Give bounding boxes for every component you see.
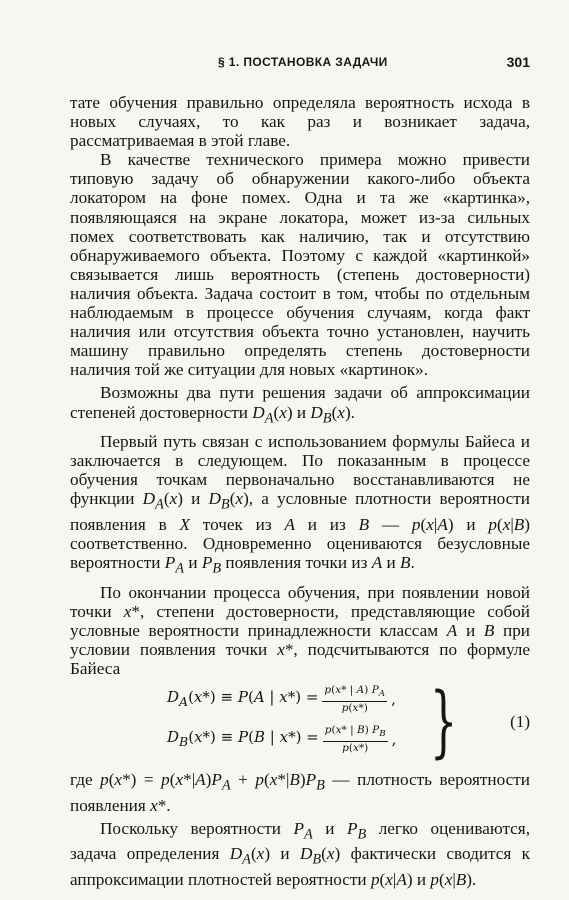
- formula-a-denominator: p(x*): [341, 702, 368, 715]
- formula-a-numerator: p(x* | A) $P_A$: [324, 684, 386, 700]
- running-title: § 1. ПОСТАНОВКА ЗАДАЧИ: [218, 55, 388, 69]
- equation-number: (1): [510, 712, 530, 732]
- paragraph-3: Возможны два пути решения задачи об аппроксимации степеней достоверности $D_A(x)$ и $D_B(x)$.: [70, 383, 530, 426]
- paragraph-1: тате обучения правильно определяла вероятность исхода в новых случаях, то как раз и возникает задача, рассматриваемая в этой главе.: [70, 93, 530, 151]
- formula-a-lhs: $D_A(x*) \equiv P(A$ | x*) =: [167, 688, 319, 710]
- paragraph-2: В качестве технического примера можно привести типовую задачу об обнаружении какого-либо объекта локатором на фоне помех. Одна и та же «картинка», появляющаяся на экране локатора, может из-за сильных помех соответствовать как наличию, так и отсутствию обнаруживаемого объекта. Поэтому с каждой «картинкой» связывается лишь вероятность (степень достоверности) наличия объекта. Задача состоит в том, чтобы по отдельным наблюдаемым в процессе обучения случаям, когда факт наличия или отсутствия объекта точно установлен, научить машину правильно определять степень достоверности наличия той же ситуации для новых «картинок».: [70, 150, 530, 380]
- page-header: [70, 55, 530, 77]
- paragraph-6: где $p(x*) = p(x*|A)P_A + p(x*|B)P_B$ — плотность вероятности появления x*.: [70, 770, 530, 815]
- formula-line-b: $D_B(x*) \equiv P(B$ | x*) = $\frac{p(x* | B) P_B}{p(x*)}$ ,: [167, 724, 397, 755]
- right-brace: }: [430, 677, 458, 768]
- formula-line-a: $D_A(x*) \equiv P(A$ | x*) = $\frac{p(x* | A) P_A}{p(x*)}$ ,: [167, 684, 396, 715]
- page-number: 301: [506, 54, 530, 70]
- body-text: [70, 93, 530, 889]
- formula-b-numerator: p(x* | B) $P_B$: [324, 724, 386, 740]
- paragraph-5: По окончании процесса обучения, при появлении новой точки x*, степени достоверности, представляющие собой условные вероятности принадлежности классам A и B при условии появления точки x*, подсчитываются по формуле Байеса: [70, 582, 530, 678]
- formula-b-denominator: p(x*): [342, 742, 369, 755]
- formula-a-fraction: [322, 684, 387, 715]
- paragraph-4: Первый путь связан с использованием формулы Байеса и заключается в следующем. По показанным в процессе обучения точкам первоначально восстанавливаются не функции $D_A(x)$ и $D_B(x)$, а условные плотности вероятности появления в X точек из A и из B — p(x|A) и p(x|B) соответственно. Одновременно оцениваются безусловные вероятности $P_A$ и $P_B$ появления точки из A и B.: [70, 432, 531, 577]
- bayes-formula: [70, 677, 530, 768]
- formula-b-fraction: [323, 724, 388, 755]
- formula-b-lhs: $D_B(x*) \equiv P(B$ | x*) =: [167, 728, 319, 750]
- paragraph-7: Поскольку вероятности $P_A$ и $P_B$ легко оцениваются, задача определения $D_A(x)$ и $D_B(x)$ фактически сводится к аппроксимации плотностей вероятности p(x|A) и p(x|B).: [70, 818, 531, 889]
